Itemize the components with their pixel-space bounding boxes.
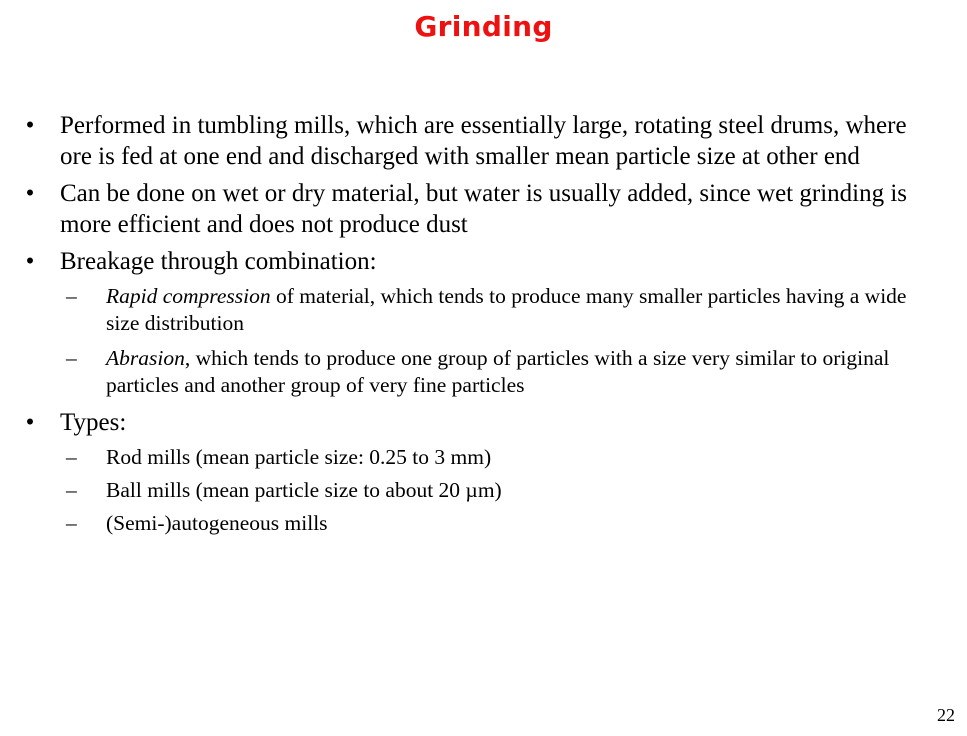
page-number: 22 <box>937 705 955 725</box>
sub-list <box>20 283 940 399</box>
sub-bullet-marker: – <box>66 445 77 469</box>
bullet-item <box>20 110 940 172</box>
sub-bullet-emphasis: Rapid compression <box>106 284 271 308</box>
sub-bullet-item <box>20 510 940 537</box>
sub-bullet-text: , which tends to produce one group of particles with a size very similar to original particles and another group of very fine particles <box>106 346 890 397</box>
sub-bullet-marker: – <box>66 478 77 502</box>
sub-bullet-text: Ball mills (mean particle size to about 20 µm) <box>106 478 502 502</box>
sub-bullet-emphasis: Abrasion <box>106 346 185 370</box>
bullet-item <box>20 178 940 240</box>
bullet-text: Performed in tumbling mills, which are essentially large, rotating steel drums, where ore is fed at one end and discharged with smaller mean particle size at other end <box>60 112 907 170</box>
sub-bullet-item <box>20 444 940 471</box>
sub-bullet-text: of material, which tends to produce many smaller particles having a wide size distribution <box>106 284 907 335</box>
bullet-marker: • <box>25 409 35 436</box>
slide-content <box>20 110 940 543</box>
sub-list <box>20 444 940 537</box>
sub-bullet-marker: – <box>66 284 77 308</box>
bullet-text: Breakage through combination: <box>60 248 377 275</box>
bullet-item <box>20 246 940 277</box>
sub-bullet-item <box>20 477 940 504</box>
sub-bullet-text: Rod mills (mean particle size: 0.25 to 3 mm) <box>106 445 492 469</box>
slide-title: Grinding <box>414 10 553 43</box>
bullet-marker: • <box>25 112 35 139</box>
sub-bullet-item <box>20 345 940 399</box>
bullet-text: Types: <box>60 409 127 436</box>
sub-bullet-marker: – <box>66 511 77 535</box>
sub-bullet-item <box>20 283 940 337</box>
bullet-marker: • <box>25 180 35 207</box>
sub-bullet-text: (Semi-)autogeneous mills <box>106 511 328 535</box>
sub-bullet-marker: – <box>66 346 77 370</box>
bullet-marker: • <box>25 248 35 275</box>
bullet-text: Can be done on wet or dry material, but water is usually added, since wet grinding is more efficient and does not produce dust <box>60 180 908 238</box>
bullet-item <box>20 407 940 438</box>
